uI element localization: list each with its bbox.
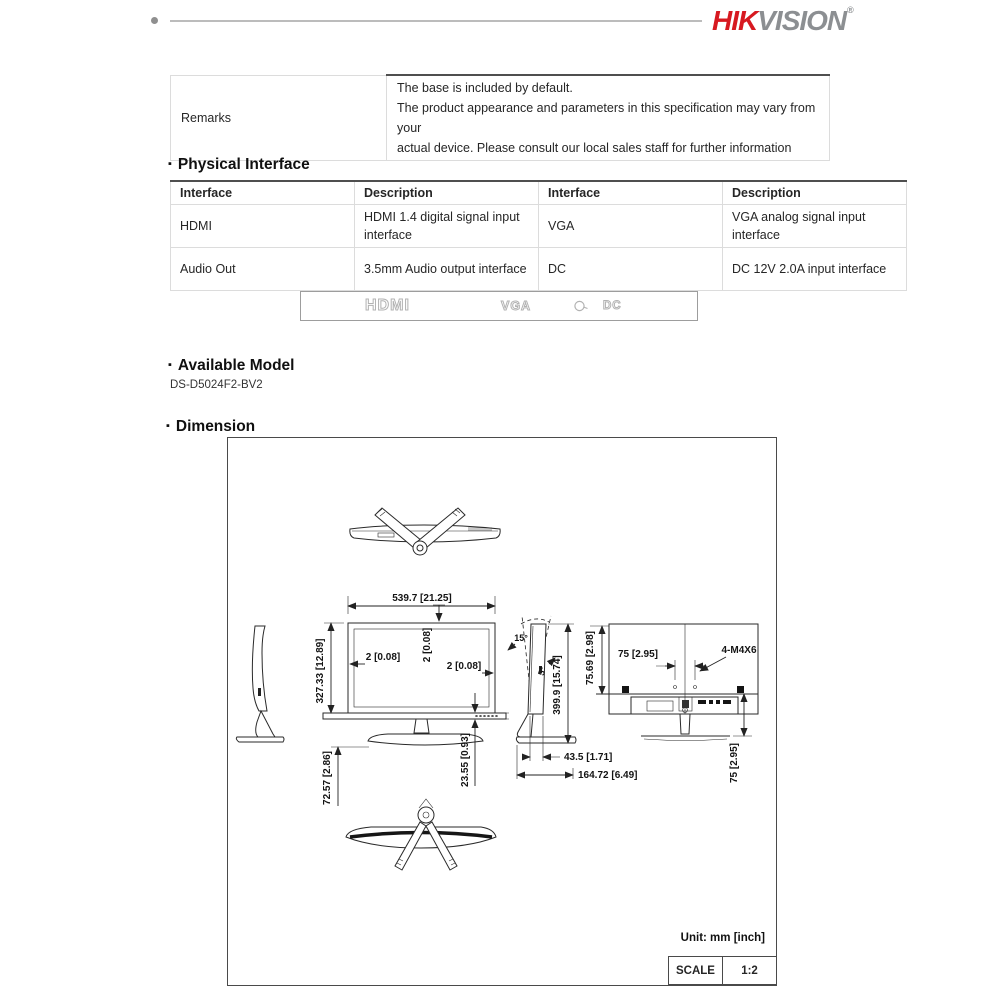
table-header-row: [171, 181, 907, 205]
scale-value: 1:2: [722, 957, 776, 984]
dim-label-vesa-vertical: 75 [2.95]: [729, 742, 740, 784]
dim-label-base-depth: 164.72 [6.49]: [578, 770, 638, 781]
monitor-rear-view: [596, 624, 758, 741]
dim-label-bezel-right: 2 [0.08]: [446, 661, 482, 672]
table-cell: DC 12V 2.0A input interface: [723, 248, 907, 291]
table-cell: HDMI: [171, 205, 355, 248]
remarks-text-cell: [387, 75, 830, 161]
monitor-side-view: [508, 616, 576, 743]
dimension-width: [348, 593, 495, 614]
remarks-label-cell: Remarks: [171, 75, 387, 161]
dimension-drawing: [228, 438, 776, 985]
dim-label-stand-height: 72.57 [2.86]: [322, 751, 333, 805]
monitor-bottom-view: [346, 799, 496, 870]
hdmi-port-label: HDMI: [365, 297, 410, 314]
column-header: Description: [355, 181, 539, 205]
table-row: [171, 248, 907, 291]
table-cell: Audio Out: [171, 248, 355, 291]
dim-label-chin-height: 23.55 [0.93]: [460, 733, 471, 787]
dim-label-screen-height: 327.33 [12.89]: [315, 638, 326, 704]
table-cell: DC: [539, 248, 723, 291]
unit-note: Unit: mm [inch]: [680, 932, 765, 944]
column-header: Description: [723, 181, 907, 205]
table-cell: VGA: [539, 205, 723, 248]
remarks-line: The product appearance and parameters in this specification may vary from your: [397, 101, 816, 135]
section-title-available-model: ▪ Available Model: [168, 357, 295, 374]
dim-label-vesa-offset: 75.69 [2.98]: [585, 631, 596, 685]
dc-port-label: DC: [603, 300, 622, 312]
dim-label-tilt-back: 15°: [514, 633, 528, 643]
table-row: [171, 75, 830, 161]
dimension-drawing-frame: [227, 437, 777, 986]
square-bullet-icon: ▪: [166, 420, 170, 432]
section-title-physical-interface: ▪ Physical Interface: [168, 156, 310, 173]
dim-label-tilt-forward: 5°: [536, 665, 549, 677]
column-header: Interface: [171, 181, 355, 205]
scale-table: [668, 956, 777, 985]
remarks-line: actual device. Please consult our local sales staff for further information: [397, 141, 792, 155]
headphone-icon: [573, 299, 589, 318]
dim-label-monitor-depth: 43.5 [1.71]: [564, 752, 613, 763]
table-cell: VGA analog signal input interface: [723, 205, 907, 248]
model-number: DS-D5024F2-BV2: [170, 379, 263, 391]
hikvision-logo: [712, 5, 853, 37]
table-cell: 3.5mm Audio output interface: [355, 248, 539, 291]
square-bullet-icon: ▪: [168, 359, 172, 371]
scale-label: SCALE: [676, 964, 715, 977]
registered-mark: ®: [847, 5, 853, 15]
ports-strip: [300, 291, 698, 321]
dim-label-vesa-screw: 4-M4X6: [721, 645, 757, 656]
dim-label-total-height: 399.9 [15.74]: [552, 655, 563, 715]
dim-label-width: 539.7 [21.25]: [392, 593, 452, 604]
dim-label-vesa-horizontal: 75 [2.95]: [617, 649, 659, 660]
dim-label-bezel-left: 2 [0.08]: [365, 652, 401, 663]
column-header: Interface: [539, 181, 723, 205]
logo-hik: HIK: [712, 5, 758, 36]
monitor-top-view: [350, 508, 500, 555]
vga-port-label: VGA: [501, 299, 532, 313]
header-divider: [170, 20, 702, 22]
physical-interface-table: [170, 180, 907, 291]
monitor-side-profile: [236, 626, 284, 742]
remarks-line: The base is included by default.: [397, 81, 573, 95]
logo-vision: VISION: [757, 5, 847, 36]
table-cell: HDMI 1.4 digital signal input interface: [355, 205, 539, 248]
square-bullet-icon: ▪: [168, 158, 172, 170]
table-row: [171, 205, 907, 248]
bullet-dot: [151, 17, 158, 24]
section-title-dimension: ▪ Dimension: [166, 418, 256, 435]
dim-label-bezel-top: 2 [0.08]: [422, 627, 433, 663]
monitor-front-view: [323, 623, 506, 745]
remarks-table: [170, 74, 830, 161]
